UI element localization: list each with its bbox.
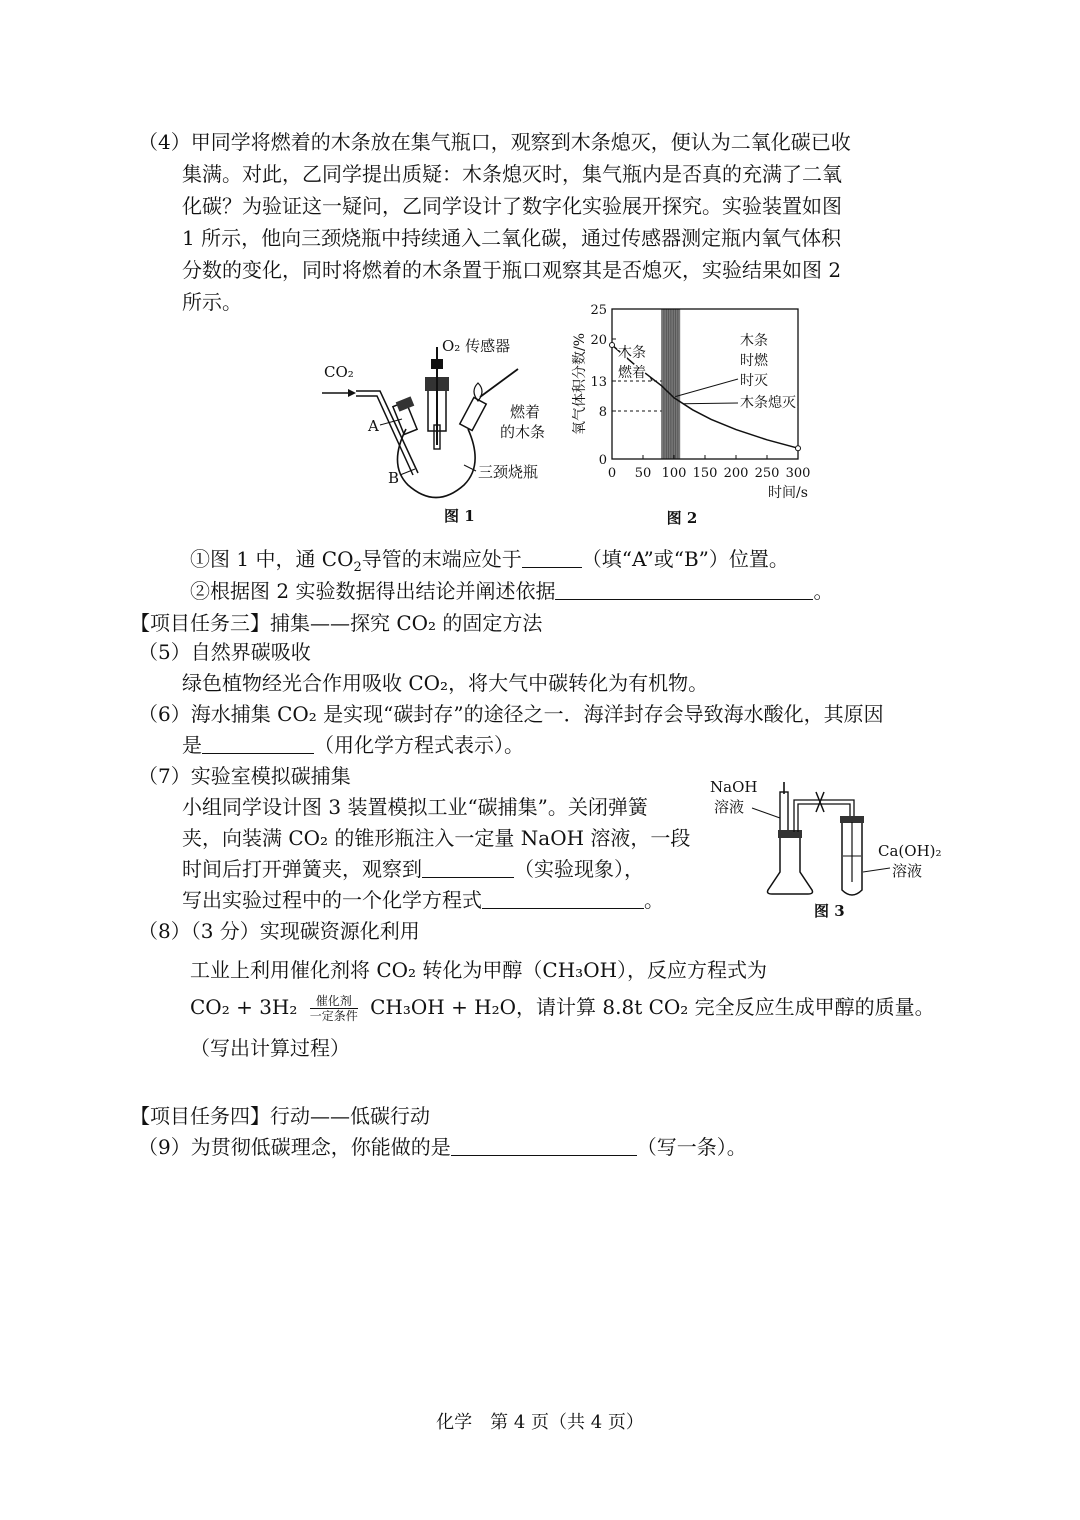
q8-cond-top: 催化剂 [310,994,358,1009]
x-tick-label: 0 [607,466,617,481]
q7-equation-blank[interactable] [482,888,644,909]
y-tick-label: 13 [590,375,607,390]
fig3-caoh-2: 溶液 [892,862,923,880]
ann-extinguish-leader [683,403,738,404]
curve-endpoint [796,446,801,451]
fig3-naoh-2: 溶液 [714,798,745,816]
y-axis-label: 氧气体积分数/% [572,332,588,436]
ann-burning-1: 木条 [618,345,646,361]
ann-burning-2: 燃着 [618,365,646,381]
q5-text: 绿色植物经光合作用吸收 CO₂，将大气中碳转化为有机物。 [182,671,709,695]
q4-sub2-text: ②根据图 2 实验数据得出结论并阐述依据 [190,579,556,603]
q7-title: （7）实验室模拟碳捕集 [138,764,351,788]
q9-blank[interactable] [451,1135,637,1156]
q8-title: （8）（3 分）实现碳资源化利用 [138,919,420,943]
q5-title: （5）自然界碳吸收 [138,640,311,664]
fig1-label-b: B [388,469,400,487]
q7-line4-text-b: 。 [644,888,664,912]
q8-line-1: 工业上利用催化剂将 CO₂ 转化为甲醇（CH₃OH），反应方程式为 [190,958,768,982]
q7-line4-text-a: 写出实验过程中的一个化学方程式 [182,888,482,912]
q7-line-3 [182,855,644,883]
figure-1-apparatus [318,325,578,525]
q8-eq-right: CH₃OH + H₂O，请计算 8.8t CO₂ 完全反应生成甲醇的质量。 [370,995,935,1019]
q9-text-b: （写一条）。 [636,1135,747,1159]
figure-2-chart [570,295,820,530]
sensor-head [431,359,443,369]
fig1-co2-label: CO₂ [324,363,354,381]
caoh-leader [863,868,890,872]
q7-line-4 [182,886,664,914]
conical-flask [768,836,813,894]
y-tick-label: 20 [590,333,607,348]
spring-clamp-icon[interactable] [816,792,824,812]
q4-sub1-text-c: （填“A”或“B”）位置。 [581,547,789,571]
y-tick-label: 8 [598,405,607,420]
q4-line-5: 分数的变化，同时将燃着的木条置于瓶口观察其是否熄灭，实验结果如图 2 [182,258,842,282]
left-stopper [396,396,415,411]
fig3-caoh-1: Ca(OH)₂ [878,842,942,860]
q4-sub1-blank[interactable] [522,547,582,568]
co2-arrow-head [348,389,356,397]
q4-line-2: 集满。对此，乙同学提出质疑：木条熄灭时，集气瓶内是否真的充满了二氧 [182,162,842,186]
x-tick-label: 150 [692,466,718,481]
x-tick-label: 300 [785,466,811,481]
q4-sub2 [190,577,833,605]
q6-line-1: （6）海水捕集 CO₂ 是实现“碳封存”的途径之一．海洋封存会导致海水酸化，其原因 [138,702,884,726]
q8-reaction-condition [310,994,358,1023]
fig1-flask-label: 三颈烧瓶 [478,463,539,481]
x-axis-label: 时间/s [768,485,808,501]
q6-blank[interactable] [202,733,314,754]
fig3-caption: 图 3 [814,902,845,920]
page-footer: 化学 第 4 页（共 4 页） [436,1412,644,1433]
q7-line-2: 夹，向装满 CO₂ 的锥形瓶注入一定量 NaOH 溶液，一段 [182,826,691,850]
fig1-caption: 图 1 [444,507,475,525]
q4-line-6: 所示。 [182,290,242,314]
q4-sub2-end: 。 [813,579,834,603]
q8-cond-bottom: 一定条件 [309,1009,358,1023]
ann-flicker-1: 木条 [740,333,768,349]
x-tick-label: 100 [661,466,687,481]
burning-stick [480,369,518,397]
q4-line-4: 1 所示，他向三颈烧瓶中持续通入二氧化碳，通过传感器测定瓶内氧气体积 [182,226,842,250]
q4-sub1-text-a: ①图 1 中，通 CO [190,547,354,571]
q4-line-3: 化碳？为验证这一疑问，乙同学设计了数字化实验展开探究。实验装置如图 [182,194,842,218]
x-tick-label: 50 [634,466,652,481]
tube-stopper [840,816,864,823]
ann-flicker-leader [675,379,738,397]
naoh-syringe [780,792,788,836]
x-tick-label: 200 [723,466,749,481]
q6-text-a: 是 [182,733,202,757]
q4-sub1-text-b: 导管的末端应处于 [361,547,522,571]
q8-eq-left: CO₂ + 3H₂ [190,995,298,1019]
q9-line [138,1133,747,1161]
task3-title: 【项目任务三】捕集——探究 CO₂ 的固定方法 [130,611,543,635]
fig1-burning-2: 的木条 [500,423,546,441]
ann-flicker-3: 时灭 [740,373,768,389]
fig3-naoh-1: NaOH [710,778,758,796]
q6-line-2 [182,731,524,759]
q9-text-a: （9）为贯彻低碳理念，你能做的是 [138,1135,451,1159]
curve-endpoint [610,343,615,348]
y-tick-label: 25 [590,303,607,318]
q7-line3-text-b: （实验现象）， [514,857,644,881]
q7-line-1: 小组同学设计图 3 装置模拟工业“碳捕集”。关闭弹簧 [182,795,648,819]
fig2-caption: 图 2 [666,509,698,527]
figure-3-apparatus [700,772,960,922]
ann-flicker-2: 时燃 [740,353,768,369]
fig1-label-a: A [368,417,379,435]
q8-line-3: （写出计算过程） [190,1036,350,1060]
q6-text-b: （用化学方程式表示）。 [314,733,524,757]
q4-sub2-blank[interactable] [555,579,813,600]
task4-title: 【项目任务四】行动——低碳行动 [130,1104,430,1128]
fig1-burning-1: 燃着 [510,403,541,421]
naoh-leader [752,808,780,818]
plot-frame [612,309,798,459]
q4-sub1-subscript: 2 [353,560,362,575]
q7-phenomenon-blank[interactable] [422,857,514,878]
ann-extinguish: 木条熄灭 [740,395,796,411]
y-tick-label: 0 [598,453,607,468]
q8-equation [190,993,935,1023]
fig1-o2-sensor: O₂ 传感器 [442,337,511,355]
q7-line3-text-a: 时间后打开弹簧夹，观察到 [182,857,422,881]
q4-line-1: （4）甲同学将燃着的木条放在集气瓶口，观察到木条熄灭，便认为二氧化碳已收 [138,130,851,154]
right-neck [460,397,486,430]
x-tick-label: 250 [754,466,780,481]
